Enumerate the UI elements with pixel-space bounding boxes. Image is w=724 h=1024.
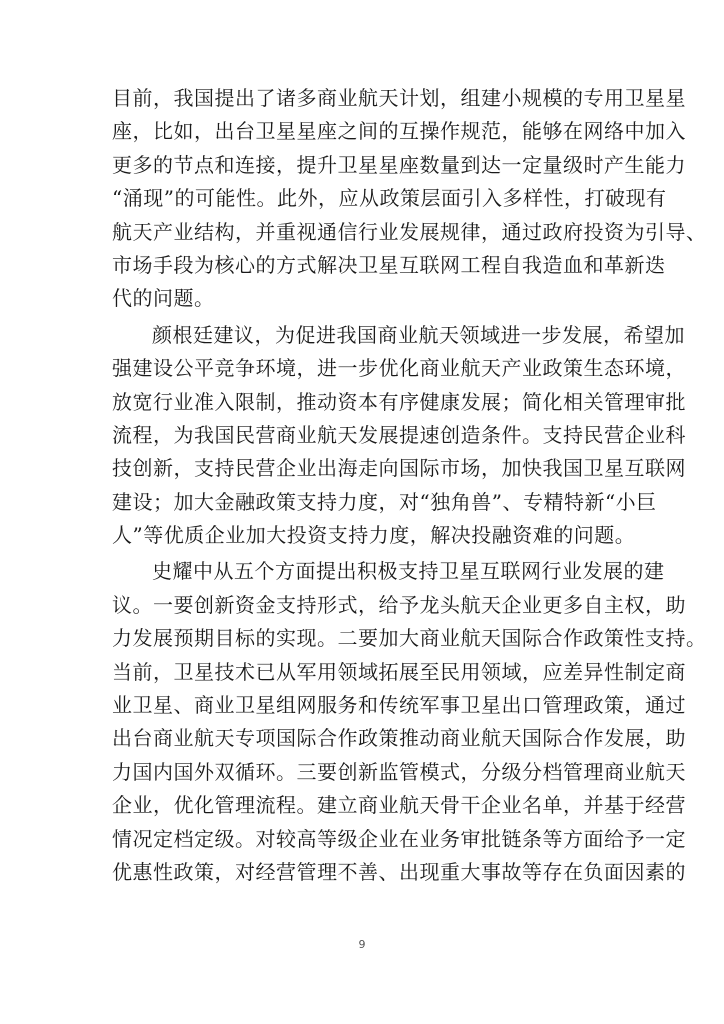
text-line: 优惠性政策，对经营管理不善、出现重大事故等存在负面因素的 [112,859,686,884]
text-line: 目前，我国提出了诸多商业航天计划，组建小规模的专用卫星星 [112,86,686,110]
text-line: “涌现”的可能性。此外，应从政策层面引入多样性，打破现有 [112,186,667,211]
text-line: 人”等优质企业加大投资支持力度，解决投融资难的问题。 [112,523,636,548]
text-line: 座，比如，出台卫星星座之间的互操作规范，能够在网络中加入 [112,119,686,144]
text-line: 当前，卫星技术已从军用领域拓展至民用领域，应差异性制定商 [112,659,686,684]
text-line: 力国内国外双循环。三要创新监管模式，分级分档管理商业航天 [112,759,686,784]
text-line: 出台商业航天专项国际合作政策推动商业航天国际合作发展，助 [112,726,686,751]
text-line: 建设；加大金融政策支持力度，对“独角兽”、专精特新“小巨 [112,489,657,514]
text-line: 更多的节点和连接，提升卫星星座数量到达一定量级时产生能力 [112,152,686,177]
text-line: 力发展预期目标的实现。二要加大商业航天国际合作政策性支持。 [112,626,707,651]
paragraph-1 [112,82,707,316]
text-line: 强建设公平竞争环境，进一步优化商业航天产业政策生态环境， [112,356,686,381]
text-line: 航天产业结构，并重视通信行业发展规律，通过政府投资为引导、 [112,219,707,244]
text-line: 市场手段为核心的方式解决卫星互联网工程自我造血和革新迭 [112,252,666,277]
text-line: 情况定档定级。对较高等级企业在业务审批链条等方面给予一定 [112,826,686,851]
text-line: 放宽行业准入限制，推动资本有序健康发展；简化相关管理审批 [112,389,686,414]
text-line: 议。一要创新资金支持形式，给予龙头航天企业更多自主权，助 [112,592,686,617]
paragraph-2 [112,319,686,553]
paragraph-3 [112,555,707,889]
page-number: 9 [358,938,366,951]
text-line: 企业，优化管理流程。建立商业航天骨干企业名单，并基于经营 [112,793,686,818]
text-line: 流程，为我国民营商业航天发展提速创造条件。支持民营企业科 [112,422,686,447]
document-body [112,82,707,892]
text-line: 颜根廷建议，为促进我国商业航天领域进一步发展，希望加 [152,322,685,347]
text-line: 技创新，支持民营企业出海走向国际市场，加快我国卫星互联网 [112,456,686,481]
text-line: 史耀中从五个方面提出积极支持卫星互联网行业发展的建 [152,559,665,584]
text-line: 代的问题。 [112,286,215,311]
text-line: 业卫星、商业卫星组网服务和传统军事卫星出口管理政策，通过 [112,693,686,718]
